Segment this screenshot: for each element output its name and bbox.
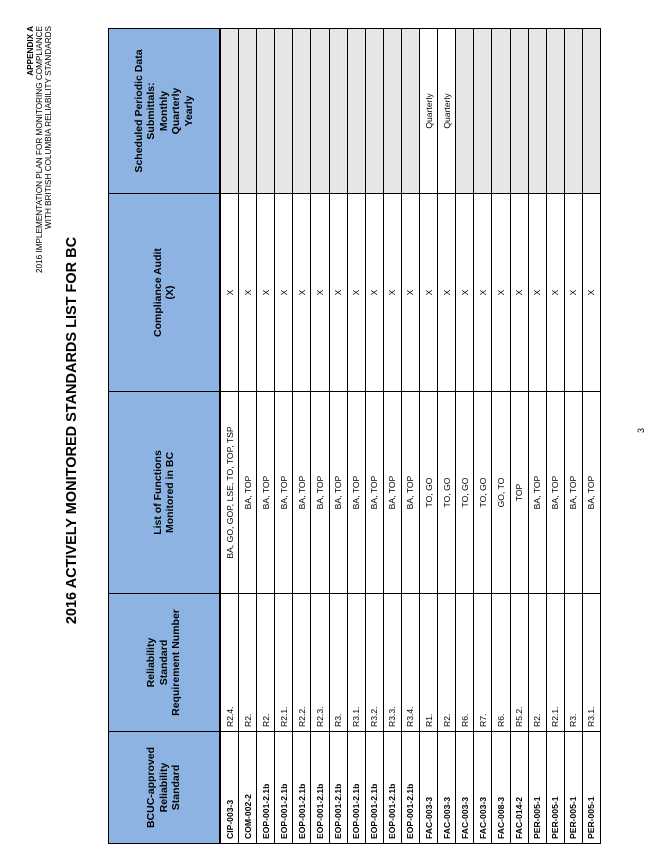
cell-audit: X	[438, 194, 456, 392]
cell-standard: EOP-001-2.1b	[257, 732, 275, 844]
cell-periodic	[474, 29, 492, 194]
cell-requirement: R3.4.	[401, 594, 419, 732]
cell-periodic	[293, 29, 311, 194]
cell-standard: EOP-001-2.1b	[347, 732, 365, 844]
cell-audit: X	[239, 194, 257, 392]
cell-requirement: R7.	[474, 594, 492, 732]
cell-periodic	[492, 29, 510, 194]
col-header-requirement: Reliability Standard Requirement Number	[109, 594, 221, 732]
table-row	[438, 29, 456, 844]
cell-functions: BA, TOP	[365, 392, 383, 594]
table-row	[401, 29, 419, 844]
table-row	[456, 29, 474, 844]
table-header-row	[109, 29, 221, 844]
col-header-periodic: Scheduled Periodic Data Submittals: Monthly Quarterly Yearly	[109, 29, 221, 194]
col-header-standard: BCUC-approved Reliability Standard	[109, 732, 221, 844]
cell-standard: PER-005-1	[582, 732, 600, 844]
table-row	[492, 29, 510, 844]
cell-periodic	[582, 29, 600, 194]
col-header-functions: List of Functions Monitored in BC	[109, 392, 221, 594]
cell-functions: BA, TOP	[275, 392, 293, 594]
cell-functions: BA, TOP	[311, 392, 329, 594]
cell-periodic	[564, 29, 582, 194]
cell-requirement: R6.	[492, 594, 510, 732]
table-row	[275, 29, 293, 844]
cell-requirement: R3.	[564, 594, 582, 732]
cell-periodic: Quarterly	[420, 29, 438, 194]
appendix-header	[26, 26, 54, 273]
cell-functions: TO, GO	[420, 392, 438, 594]
table-row	[582, 29, 600, 844]
cell-standard: CIP-003-3	[220, 732, 239, 844]
cell-functions: BA, TOP	[528, 392, 546, 594]
cell-audit: X	[420, 194, 438, 392]
cell-functions: TOP	[510, 392, 528, 594]
cell-audit: X	[492, 194, 510, 392]
appendix-line-2: WITH BRITISH COLUMBIA RELIABILITY STANDARDS	[44, 26, 54, 230]
cell-audit: X	[257, 194, 275, 392]
cell-requirement: R3.3.	[383, 594, 401, 732]
table-row	[311, 29, 329, 844]
cell-requirement: R6.	[456, 594, 474, 732]
table-body	[220, 29, 600, 844]
cell-standard: PER-005-1	[528, 732, 546, 844]
table-row	[528, 29, 546, 844]
cell-functions: BA, TOP	[546, 392, 564, 594]
cell-standard: EOP-001-2.1b	[293, 732, 311, 844]
cell-requirement: R3.1.	[582, 594, 600, 732]
cell-periodic	[365, 29, 383, 194]
cell-standard: FAC-003-3	[474, 732, 492, 844]
cell-standard: FAC-003-3	[420, 732, 438, 844]
cell-standard: EOP-001-2.1b	[365, 732, 383, 844]
cell-periodic	[528, 29, 546, 194]
cell-requirement: R2.	[528, 594, 546, 732]
cell-requirement: R2.3.	[311, 594, 329, 732]
table-row	[293, 29, 311, 844]
cell-requirement: R5.2.	[510, 594, 528, 732]
cell-standard: EOP-001-2.1b	[383, 732, 401, 844]
cell-periodic	[347, 29, 365, 194]
cell-functions: BA, TOP	[293, 392, 311, 594]
cell-standard: COM-002-2	[239, 732, 257, 844]
page-number: 3	[636, 428, 646, 434]
cell-periodic	[546, 29, 564, 194]
page-title: 2016 ACTIVELY MONITORED STANDARDS LIST FOR BC	[64, 236, 80, 625]
cell-periodic	[220, 29, 239, 194]
cell-periodic	[239, 29, 257, 194]
cell-standard: PER-005-1	[546, 732, 564, 844]
cell-functions: TO, GO	[456, 392, 474, 594]
table-row	[420, 29, 438, 844]
cell-functions: BA, TOP	[401, 392, 419, 594]
cell-periodic: Quarterly	[438, 29, 456, 194]
appendix-label: APPENDIX A	[26, 26, 35, 76]
cell-standard: EOP-001-2.1b	[329, 732, 347, 844]
cell-periodic	[401, 29, 419, 194]
cell-functions: BA, TOP	[383, 392, 401, 594]
cell-functions: BA, TOP	[582, 392, 600, 594]
cell-audit: X	[582, 194, 600, 392]
table-row	[474, 29, 492, 844]
table-row	[239, 29, 257, 844]
cell-periodic	[275, 29, 293, 194]
cell-requirement: R2.1.	[546, 594, 564, 732]
table-row	[347, 29, 365, 844]
table-row	[220, 29, 239, 844]
cell-audit: X	[456, 194, 474, 392]
table-row	[564, 29, 582, 844]
appendix-line-1: 2016 IMPLEMENTATION PLAN FOR MONITORING COMPLIANCE	[35, 26, 45, 274]
cell-standard: FAC-008-3	[492, 732, 510, 844]
cell-functions: BA, TOP	[329, 392, 347, 594]
table-row	[329, 29, 347, 844]
cell-periodic	[311, 29, 329, 194]
table-row	[365, 29, 383, 844]
cell-functions: BA, TOP	[564, 392, 582, 594]
cell-standard: EOP-001-2.1b	[275, 732, 293, 844]
table-row	[257, 29, 275, 844]
cell-audit: X	[474, 194, 492, 392]
cell-functions: BA, TOP	[347, 392, 365, 594]
col-header-audit: Compliance Audit (X)	[109, 194, 221, 392]
cell-requirement: R2.2.	[293, 594, 311, 732]
table-row	[510, 29, 528, 844]
cell-periodic	[257, 29, 275, 194]
cell-requirement: R2.	[438, 594, 456, 732]
cell-audit: X	[311, 194, 329, 392]
cell-standard: EOP-001-2.1b	[401, 732, 419, 844]
cell-audit: X	[220, 194, 239, 392]
cell-requirement: R1.	[420, 594, 438, 732]
cell-audit: X	[510, 194, 528, 392]
cell-requirement: R3.1.	[347, 594, 365, 732]
standards-table	[108, 28, 601, 844]
table-row	[383, 29, 401, 844]
cell-standard: FAC-003-3	[456, 732, 474, 844]
cell-audit: X	[564, 194, 582, 392]
cell-functions: TO, GO	[438, 392, 456, 594]
cell-audit: X	[293, 194, 311, 392]
cell-audit: X	[528, 194, 546, 392]
cell-requirement: R2.	[257, 594, 275, 732]
cell-periodic	[510, 29, 528, 194]
cell-requirement: R2.4.	[220, 594, 239, 732]
cell-requirement: R2.1.	[275, 594, 293, 732]
cell-audit: X	[275, 194, 293, 392]
cell-periodic	[383, 29, 401, 194]
table-row	[546, 29, 564, 844]
cell-periodic	[329, 29, 347, 194]
cell-standard: FAC-014-2	[510, 732, 528, 844]
cell-audit: X	[546, 194, 564, 392]
cell-functions: TO, GO	[474, 392, 492, 594]
cell-functions: BA, TOP	[239, 392, 257, 594]
cell-standard: PER-005-1	[564, 732, 582, 844]
cell-functions: BA, GO, GOP, LSE, TO, TOP, TSP	[220, 392, 239, 594]
cell-functions: GO, TO	[492, 392, 510, 594]
cell-periodic	[456, 29, 474, 194]
cell-audit: X	[347, 194, 365, 392]
cell-functions: BA, TOP	[257, 392, 275, 594]
cell-requirement: R2.	[239, 594, 257, 732]
cell-standard: EOP-001-2.1b	[311, 732, 329, 844]
cell-audit: X	[401, 194, 419, 392]
cell-audit: X	[383, 194, 401, 392]
cell-standard: FAC-003-3	[438, 732, 456, 844]
cell-audit: X	[329, 194, 347, 392]
cell-audit: X	[365, 194, 383, 392]
cell-requirement: R3.	[329, 594, 347, 732]
cell-requirement: R3.2.	[365, 594, 383, 732]
